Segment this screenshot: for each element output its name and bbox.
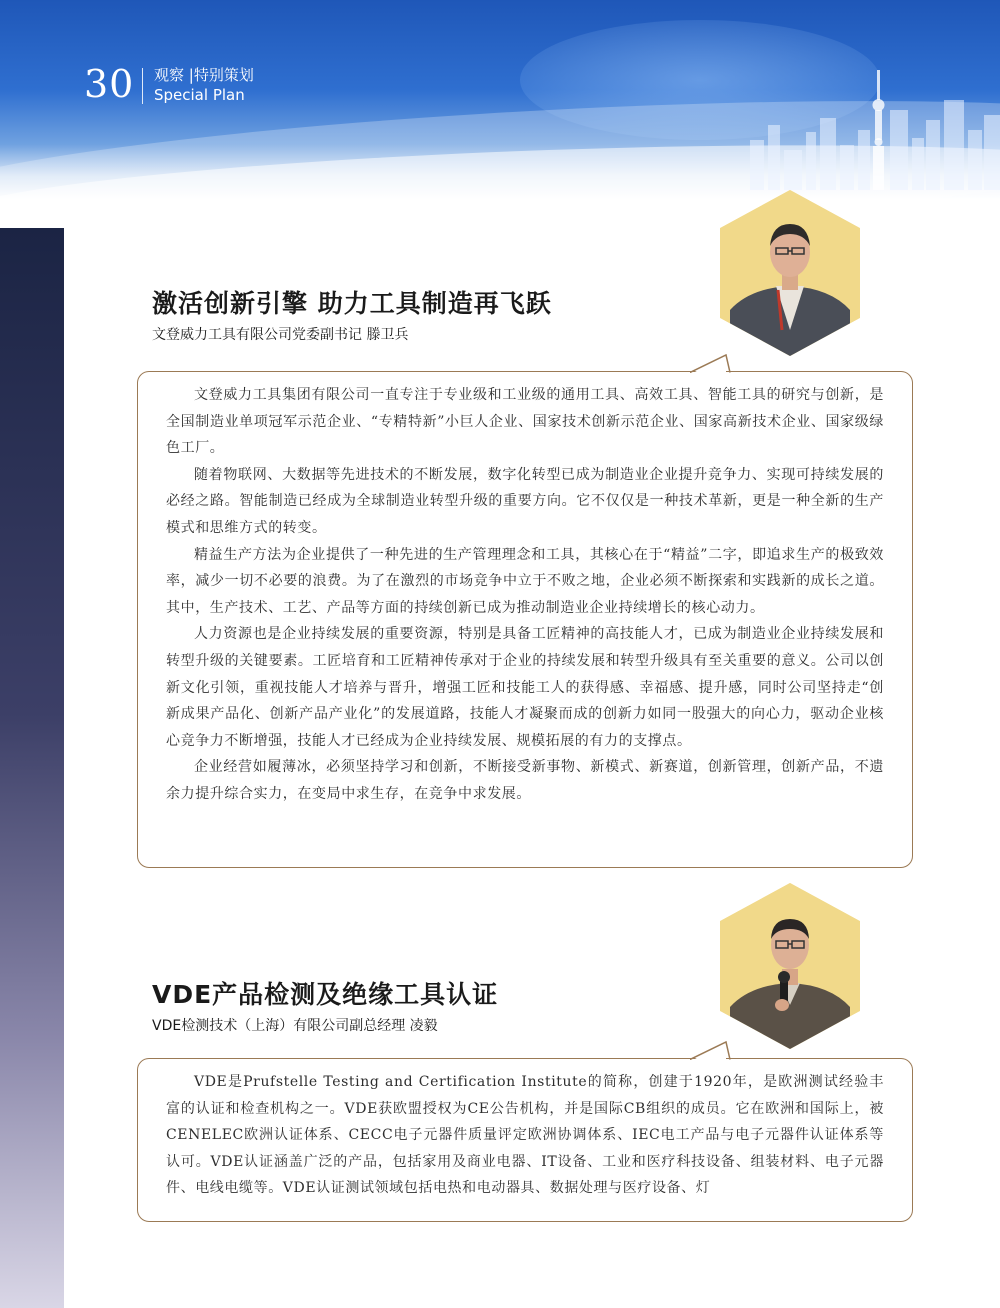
paragraph: 企业经营如履薄冰，必须坚持学习和创新，不断接受新事物、新模式、新赛道，创新管理，创新产品，不遗余力提升综合实力，在变局中求生存，在竞争中求发展。 bbox=[166, 759, 884, 802]
paragraph: 文登威力工具集团有限公司一直专注于专业级和工业级的通用工具、高效工具、智能工具的研究与创新，是全国制造业单项冠军示范企业、“专精特新”小巨人企业、国家技术创新示范企业、国家高新技术企业、国家级绿色工厂。 bbox=[166, 387, 884, 457]
article-byline: VDE检测技术（上海）有限公司副总经理 凌毅 bbox=[152, 1018, 438, 1034]
article-body-box bbox=[137, 1058, 913, 1222]
paragraph: 精益生产方法为企业提供了一种先进的生产管理理念和工具，其核心在于“精益”二字，即追求生产的极致效率，减少一切不必要的浪费。为了在激烈的市场竞争中立于不败之地，企业必须不断探索和实践新的成长之道。其中，生产技术、工艺、产品等方面的持续创新已成为推动制造业企业持续增长的核心动力。 bbox=[166, 546, 884, 616]
paragraph: 人力资源也是企业持续发展的重要资源，特别是具备工匠精神的高技能人才，已成为制造业企业持续发展和转型升级的关键要素。工匠培育和工匠精神传承对于企业的持续发展和转型升级具有至关重要的意义。公司以创新文化引领，重视技能人才培养与晋升，增强工匠和技能工人的获得感、幸福感、提升感，同时公司坚持走“创新成果产品化、创新产品产业化”的发展道路，技能人才凝聚而成的创新力如同一股强大的向心力，驱动企业核心竞争力不断增强，技能人才已经成为企业持续发展、规模拓展的有力的支撑点。 bbox=[166, 626, 884, 749]
paragraph: 随着物联网、大数据等先进技术的不断发展，数字化转型已成为制造业企业提升竞争力、实现可持续发展的必经之路。智能制造已经成为全球制造业转型升级的重要方向。它不仅仅是一种技术革新，更是一种全新的生产模式和思维方式的转变。 bbox=[166, 466, 884, 536]
paragraph: VDE是Prufstelle Testing and Certification Institute的简称，创建于1920年，是欧洲测试经验丰富的认证和检查机构之一。VDE获欧盟授权为CE公告机构，并是国际CB组织的成员。它在欧洲和国际上，被CENELEC欧洲认证体系、CECC电子元器件质量评定欧洲协调体系、IEC电工产品与电子元器件认证体系等认可。VDE认证涵盖广泛的产品，包括家用及商业电器、IT设备、工业和医疗科技设备、组装材料、电子元器件、电线电缆等。VDE认证测试领域包括电热和电动器具、数据处理与医疗设备、灯 bbox=[166, 1074, 884, 1197]
city-skyline-icon bbox=[740, 60, 1000, 190]
section-label-en: Special Plan bbox=[154, 86, 245, 104]
speaker-portrait bbox=[720, 190, 860, 356]
side-decoration-bar bbox=[0, 228, 64, 1308]
header-divider bbox=[142, 68, 143, 104]
person-silhouette-icon bbox=[720, 190, 860, 356]
article-byline: 文登威力工具有限公司党委副书记 滕卫兵 bbox=[152, 327, 409, 343]
speech-tail bbox=[690, 1038, 750, 1060]
article-title: VDE产品检测及绝缘工具认证 bbox=[152, 980, 499, 1009]
article-title: 激活创新引擎 助力工具制造再飞跃 bbox=[152, 289, 552, 318]
person-silhouette-icon bbox=[720, 883, 860, 1049]
speech-tail bbox=[690, 351, 750, 373]
header-banner bbox=[0, 0, 1000, 200]
page-number: 30 bbox=[84, 62, 135, 106]
speaker-portrait bbox=[720, 883, 860, 1049]
article-body-box bbox=[137, 371, 913, 868]
section-label-cn: 观察 |特别策划 bbox=[154, 66, 254, 84]
